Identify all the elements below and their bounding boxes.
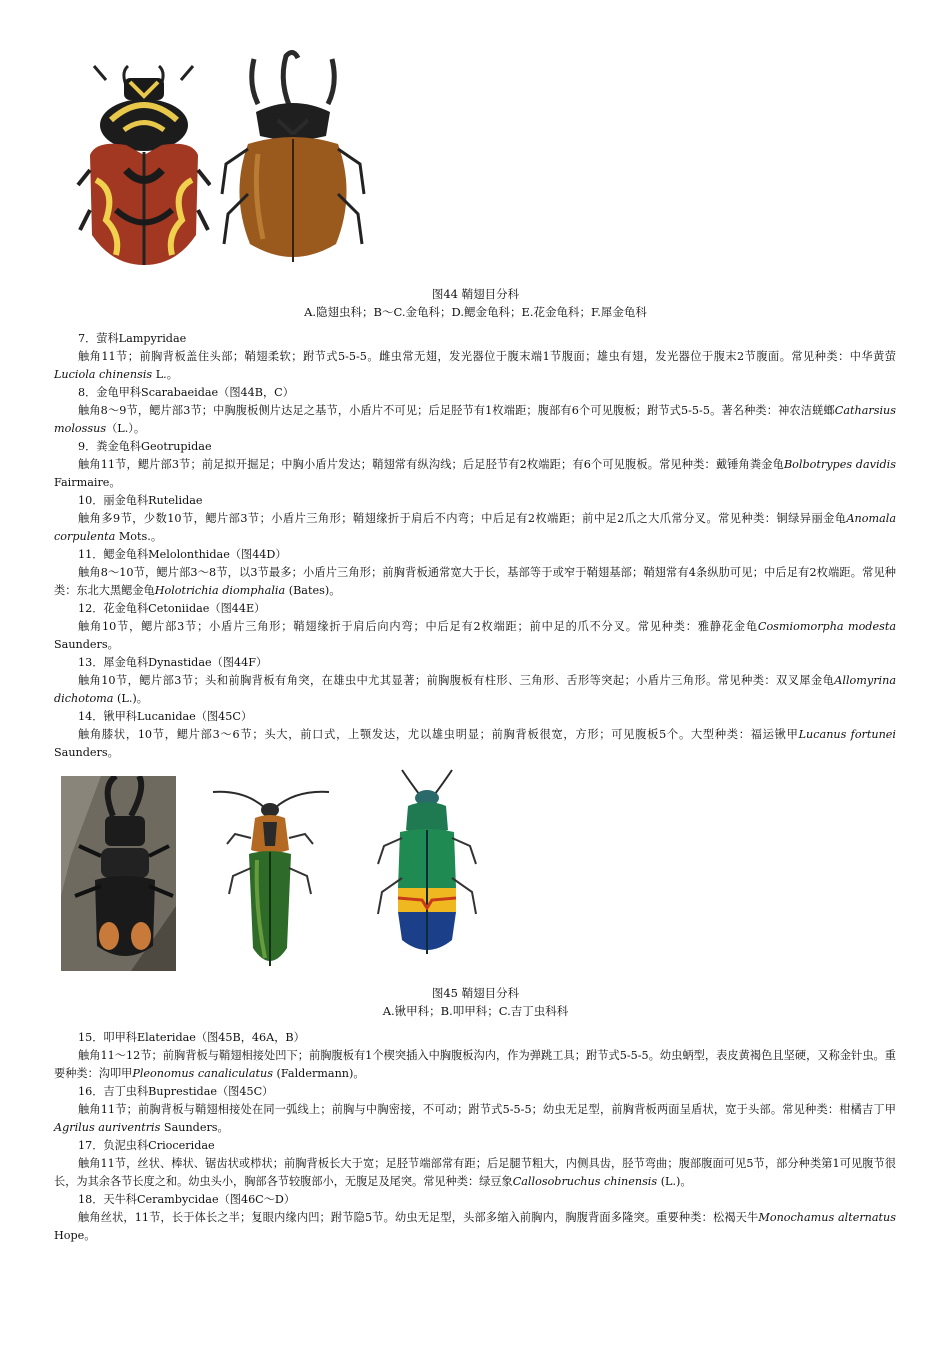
species-name: Holotrichia diomphalia: [154, 584, 286, 597]
entry-body: 触角10节，鳃片部3节；头和前胸背板有角突，在雄虫中尤其显著；前胸腹板有柱形、三角形、舌形等突起；小盾片三角形。常见种类：双叉犀金龟Allomyrina dichotoma (L.)。: [54, 674, 896, 705]
figure-45-title: 图45 鞘翅目分科: [431, 986, 520, 1000]
entry-12: [54, 600, 896, 654]
entry-body: 触角11节，丝状、棒状、锯齿状或栉状；前胸背板长大于宽；足胫节端部常有距；后足腿节粗大，内侧具齿，胫节弯曲；腹部腹面可见5节，部分种类第1可见腹节很长，为其余各节长度之和。幼虫头小，胸部各节较腹部小，无腹足及尾突。常见种类：绿豆象Callosobruchus chinensis (L.)。: [54, 1157, 896, 1188]
entry-heading: 10．丽金龟科Rutelidae: [78, 494, 203, 507]
species-name: Catharsius molossus: [54, 404, 896, 435]
species-name: Monochamus alternatus: [758, 1211, 896, 1224]
entry-heading: 13．犀金龟科Dynastidae（图44F）: [78, 656, 268, 669]
entry-body: 触角11节；前胸背板盖住头部；鞘翅柔软；跗节式5-5-5。雌虫常无翅，发光器位于腹末端1节腹面；雄虫有翅，发光器位于腹末2节腹面。常见种类：中华黄萤Luciola chinensis L.。: [54, 350, 896, 381]
figure-44-title: 图44 鞘翅目分科: [431, 287, 520, 301]
species-name: Cosmiomorpha modesta: [757, 620, 896, 633]
entry-17: [54, 1137, 896, 1191]
entry-heading: 12．花金龟科Cetoniidae（图44E）: [78, 602, 266, 615]
jewel-beetle-illustration: [372, 768, 482, 958]
entry-14: [54, 708, 896, 762]
entry-body: 触角8～9节，鳃片部3节；中胸腹板侧片达足之基节，小盾片不可见；后足胫节有1枚端距；腹部有6个可见腹板；跗节式5-5-5。著名种类：神农洁蜣螂Catharsius molossus（L.）。: [54, 404, 896, 435]
entry-heading: 18．天牛科Cerambycidae（图46C～D）: [78, 1193, 296, 1206]
entry-body: 触角11～12节；前胸背板与鞘翅相接处凹下；前胸腹板有1个楔突插入中胸腹板沟内，作为弹跳工具；跗节式5-5-5。幼虫蛃型，表皮黄褐色且坚硬，又称金针虫。重要种类：沟叩甲Pleonomus canaliculatus (Faldermann)。: [54, 1049, 896, 1080]
species-name: Anomala corpulenta: [54, 512, 896, 543]
entry-16: [54, 1083, 896, 1137]
entry-9: [54, 438, 896, 492]
figure-45-subtitle: A.锹甲科；B.叩甲科；C.吉丁虫科科: [382, 1004, 569, 1018]
entry-heading: 16．吉丁虫科Buprestidae（图45C）: [78, 1085, 274, 1098]
entry-body: 触角11节；前胸背板与鞘翅相接处在同一弧线上；前胸与中胸密接，不可动；跗节式5-5-5；幼虫无足型，前胸背板两面呈盾状，宽于头部。常见种类：柑橘吉丁甲Agrilus auriventris Saunders。: [54, 1103, 896, 1134]
entry-heading: 8．金龟甲科Scarabaeidae（图44B，C）: [78, 386, 294, 399]
entry-8: [54, 384, 896, 438]
entry-body: 触角丝状，11节，长于体长之半；复眼内缘内凹；跗节隐5节。幼虫无足型，头部多缩入前胸内，胸腹背面多隆突。重要种类：松褐天牛Monochamus alternatus Hope。: [54, 1211, 896, 1242]
entry-body: 触角10节，鳃片部3节；小盾片三角形；鞘翅缘折于肩后向内弯；中后足有2枚端距；前中足的爪不分叉。常见种类：雅静花金龟Cosmiomorpha modesta Saunders。: [54, 620, 896, 651]
click-beetle-illustration: [205, 778, 335, 973]
entry-heading: 9．粪金龟科Geotrupidae: [78, 440, 212, 453]
species-name: Bolbotrypes davidis: [783, 458, 897, 471]
entry-heading: 7．萤科Lampyridae: [78, 332, 187, 345]
figure-44-subtitle: A.隐翅虫科；B～C.金龟科；D.鳃金龟科；E.花金龟科；F.犀金龟科: [304, 305, 647, 319]
flower-chafer-illustration: [76, 60, 211, 270]
entry-10: [54, 492, 896, 546]
stag-beetle-photo: [61, 776, 176, 971]
entry-11: [54, 546, 896, 600]
species-name: Lucanus fortunei: [798, 728, 897, 741]
entry-heading: 15．叩甲科Elateridae（图45B，46A，B）: [78, 1031, 305, 1044]
entry-13: [54, 654, 896, 708]
species-name: Luciola chinensis: [54, 368, 153, 381]
species-name: Agrilus auriventris: [54, 1121, 161, 1134]
species-name: Callosobruchus chinensis: [512, 1175, 658, 1188]
species-name: Allomyrina dichotoma: [54, 674, 896, 705]
entry-body: 触角膝状，10节，鳃片部3～6节；头大，前口式，上颚发达，尤以雄虫明显；前胸背板很宽，方形；可见腹板5个。大型种类：福运锹甲Lucanus fortunei Saunders。: [54, 728, 897, 759]
entry-heading: 17．负泥虫科Crioceridae: [78, 1139, 215, 1152]
species-name: Pleonomus canaliculatus: [132, 1067, 273, 1080]
entry-7: [54, 330, 896, 384]
text-section-1: [54, 330, 896, 762]
entry-body: 触角11节，鳃片部3节；前足拟开掘足；中胸小盾片发达；鞘翅常有纵沟线；后足胫节有2枚端距；有6个可见腹板。常见种类：戴锤角粪金龟Bolbotrypes davidis Fairmaire。: [54, 458, 897, 489]
entry-heading: 11．鳃金龟科Melolonthidae（图44D）: [78, 548, 287, 561]
text-section-2: [54, 1029, 896, 1245]
entry-18: [54, 1191, 896, 1245]
entry-body: 触角多9节，少数10节，鳃片部3节；小盾片三角形；鞘翅缘折于肩后不内弯；中后足有2枚端距；前中足2爪之大爪常分叉。常见种类：铜绿异丽金龟Anomala corpulenta Mots.。: [54, 512, 896, 543]
entry-body: 触角8～10节，鳃片部3～8节，以3节最多；小盾片三角形；前胸背板通常宽大于长，基部等于或窄于鞘翅基部；鞘翅常有4条纵肋可见；中后足有2枚端距。常见种类：东北大黑鳃金龟Holotrichia diomphalia (Bates)。: [54, 566, 896, 597]
rhinoceros-beetle-illustration: [218, 44, 368, 269]
entry-heading: 14．锹甲科Lucanidae（图45C）: [78, 710, 253, 723]
entry-15: [54, 1029, 896, 1083]
